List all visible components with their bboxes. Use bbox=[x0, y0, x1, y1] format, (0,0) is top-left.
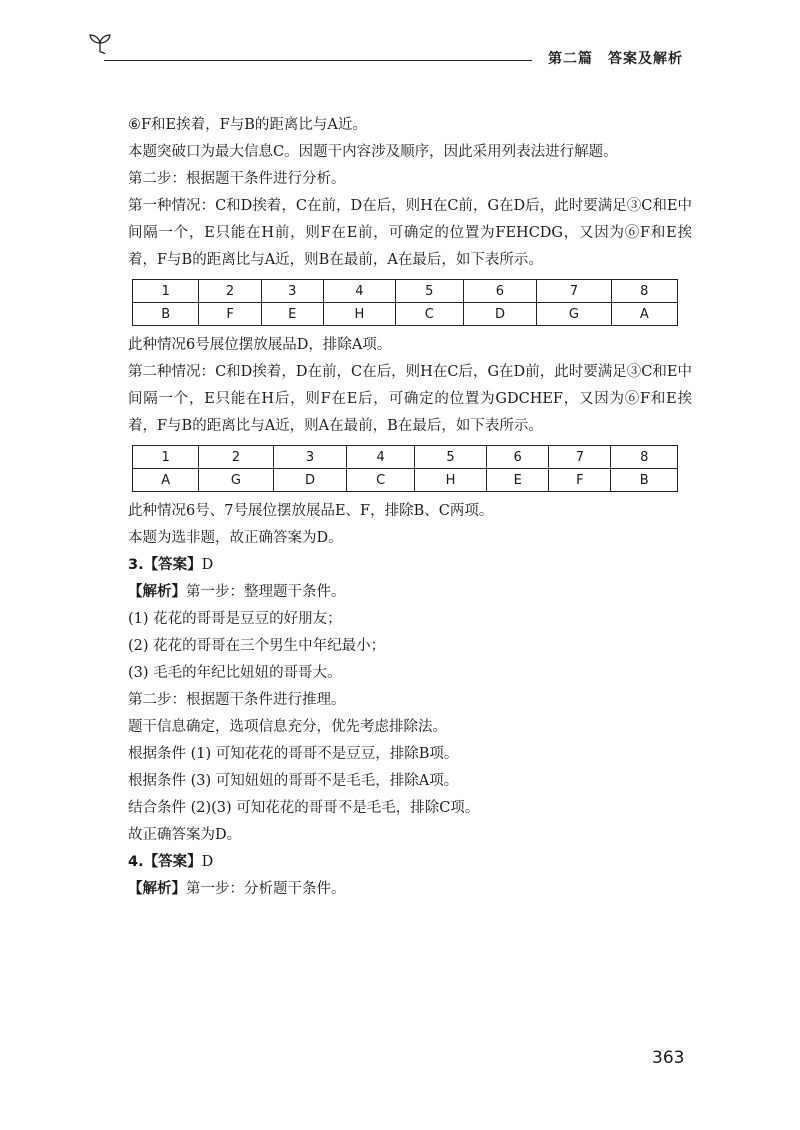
sprout-icon bbox=[88, 32, 112, 54]
q4-answer-value: D bbox=[201, 854, 214, 870]
q3-answer-value: D bbox=[201, 557, 214, 573]
q3-condition-1: (1) 花花的哥哥是豆豆的好朋友； bbox=[128, 611, 342, 627]
table-cell: F bbox=[199, 303, 261, 326]
q3-reasoning-1: 题干信息确定，选项信息充分，优先考虑排除法。 bbox=[128, 719, 447, 735]
table-cell: E bbox=[487, 469, 549, 492]
q3-conclusion: 故正确答案为D。 bbox=[128, 827, 242, 843]
table-cell: 5 bbox=[414, 446, 486, 469]
q3-answer-line bbox=[128, 552, 692, 579]
table-cell: A bbox=[133, 469, 199, 492]
paragraph-case2-result: 此种情况6号、7号展位摆放展品E、F，排除B、C两项。 bbox=[128, 503, 494, 519]
header-rule bbox=[104, 60, 532, 61]
q3-step2: 第二步：根据题干条件进行推理。 bbox=[128, 692, 346, 708]
table-cell: 7 bbox=[537, 280, 611, 303]
q4-analysis-text: 第一步：分析题干条件。 bbox=[186, 881, 346, 897]
table-cell: 6 bbox=[463, 280, 537, 303]
table-row bbox=[133, 280, 678, 303]
q3-reasoning-4: 结合条件 (2)(3) 可知花花的哥哥不是毛毛，排除C项。 bbox=[128, 800, 480, 816]
q3-answer-label: 3.【答案】 bbox=[128, 557, 202, 573]
table-cell: 5 bbox=[396, 280, 464, 303]
q3-reasoning-2: 根据条件 (1) 可知花花的哥哥不是豆豆，排除B项。 bbox=[128, 746, 459, 762]
q3-reasoning-3: 根据条件 (3) 可知妞妞的哥哥不是毛毛，排除A项。 bbox=[128, 773, 459, 789]
table-row bbox=[133, 469, 678, 492]
table-cell: 2 bbox=[199, 446, 273, 469]
table-cell: H bbox=[414, 469, 486, 492]
table-cell: D bbox=[463, 303, 537, 326]
table-cell: D bbox=[273, 469, 347, 492]
q3-analysis-line bbox=[128, 579, 692, 606]
table-row bbox=[133, 446, 678, 469]
paragraph-case2: 第二种情况：C和D挨着，D在前，C在后，则H在C后，G在D前，此时要满足③C和E中间隔一个，E只能在H后，则F在E后，可确定的位置为GDCHEF，又因为⑥F和E挨着，F与B的距离比与A近，则A在最前，B在最后，如下表所示。 bbox=[128, 364, 692, 434]
table-cell: 1 bbox=[133, 280, 199, 303]
q3-condition-2: (2) 花花的哥哥在三个男生中年纪最小； bbox=[128, 638, 386, 654]
page-content bbox=[128, 112, 692, 903]
table-cell: 3 bbox=[273, 446, 347, 469]
q3-condition-3: (3) 毛毛的年纪比妞妞的哥哥大。 bbox=[128, 665, 342, 681]
table-cell: B bbox=[611, 469, 678, 492]
table-cell: 8 bbox=[611, 280, 677, 303]
q4-analysis-line bbox=[128, 876, 692, 903]
table-cell: C bbox=[396, 303, 464, 326]
table-cell: A bbox=[611, 303, 677, 326]
q3-analysis-label: 【解析】 bbox=[128, 584, 186, 600]
table-row bbox=[133, 303, 678, 326]
table-cell: 1 bbox=[133, 446, 199, 469]
paragraph-case1: 第一种情况：C和D挨着，C在前，D在后，则H在C前，G在D后，此时要满足③C和E中间隔一个，E只能在H前，则F在E前，可确定的位置为FEHCDG，又因为⑥F和E挨着，F与B的距离比与A近，则B在最前，A在最后，如下表所示。 bbox=[128, 198, 692, 268]
page-number: 363 bbox=[652, 1048, 685, 1068]
q4-answer-line bbox=[128, 849, 692, 876]
table-case2 bbox=[132, 445, 678, 492]
table-cell: 7 bbox=[549, 446, 611, 469]
table-cell: 4 bbox=[347, 446, 415, 469]
paragraph-condition-6: ⑥F和E挨着，F与B的距离比与A近。 bbox=[128, 117, 367, 133]
table-cell: 6 bbox=[487, 446, 549, 469]
q3-analysis-text: 第一步：整理题干条件。 bbox=[186, 584, 346, 600]
table-cell: C bbox=[347, 469, 415, 492]
table-cell: H bbox=[323, 303, 395, 326]
table-case1 bbox=[132, 279, 678, 326]
paragraph-case1-result: 此种情况6号展位摆放展品D，排除A项。 bbox=[128, 337, 392, 353]
q4-answer-label: 4.【答案】 bbox=[128, 854, 202, 870]
table-cell: G bbox=[199, 469, 273, 492]
table-cell: 4 bbox=[323, 280, 395, 303]
table-cell: 8 bbox=[611, 446, 678, 469]
table-cell: G bbox=[537, 303, 611, 326]
paragraph-step2: 第二步：根据题干条件进行分析。 bbox=[128, 171, 346, 187]
table-cell: E bbox=[261, 303, 323, 326]
paragraph-breakthrough: 本题突破口为最大信息C。因题干内容涉及顺序，因此采用列表法进行解题。 bbox=[128, 144, 618, 160]
table-cell: B bbox=[133, 303, 199, 326]
header-title: 第二篇 答案及解析 bbox=[548, 51, 683, 67]
table-cell: 3 bbox=[261, 280, 323, 303]
q4-analysis-label: 【解析】 bbox=[128, 881, 186, 897]
paragraph-q2-answer: 本题为选非题，故正确答案为D。 bbox=[128, 530, 343, 546]
table-cell: 2 bbox=[199, 280, 261, 303]
table-cell: F bbox=[549, 469, 611, 492]
